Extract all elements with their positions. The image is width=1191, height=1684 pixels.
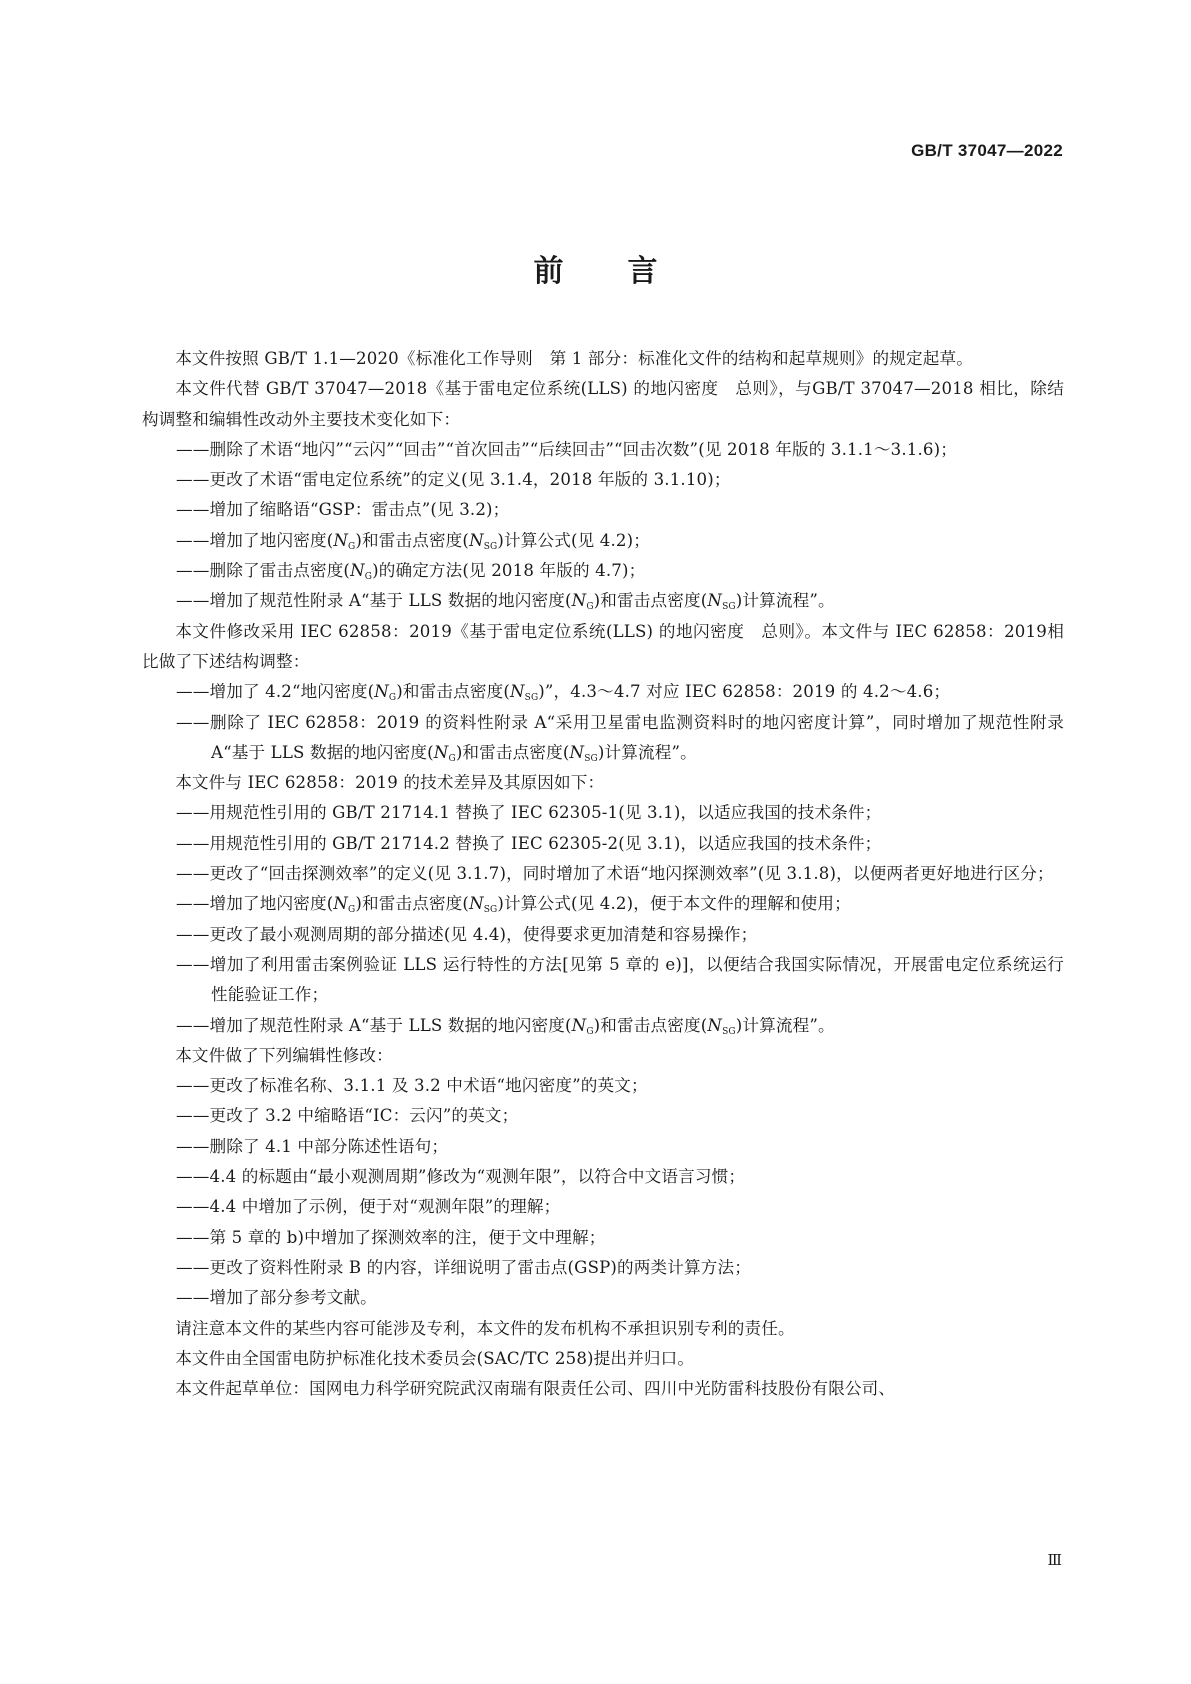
list-item-editorial-4: ——4.4 的标题由“最小观测周期”修改为“观测年限”，以符合中文语言习惯； (176, 1167, 746, 1187)
list-item-difference-2: ——用规范性引用的 GB/T 21714.2 替换了 IEC 62305-2(见 3.1)，以适应我国的技术条件； (176, 833, 882, 853)
list-item-structure-1: ——增加了 4.2“地闪密度$(N_G)$和雷击点密度$(N_{SG})$”，4.3～4.7 对应 IEC 62858：2019 的 4.2～4.6； (176, 682, 951, 704)
paragraph-replaces: 本文件代替 GB/T 37047—2018《基于雷电定位系统(LLS) 的地闪密度 总则》，与GB/T 37047—2018 相比，除结构调整和编辑性改动外主要技术变化如下： (142, 379, 1064, 429)
paragraph-drafting-units: 本文件起草单位：国网电力科学研究院武汉南瑞有限责任公司、四川中光防雷科技股份有限公司、 (175, 1379, 896, 1399)
list-item-editorial-8: ——增加了部分参考文献。 (176, 1288, 377, 1308)
paragraph-patent-notice: 请注意本文件的某些内容可能涉及专利，本文件的发布机构不承担识别专利的责任。 (175, 1318, 795, 1338)
list-item-editorial-7: ——更改了资料性附录 B 的内容，详细说明了雷击点(GSP)的两类计算方法； (176, 1257, 751, 1277)
list-item-difference-4: ——增加了地闪密度$(N_G)$和雷击点密度$(N_{SG})$计算公式(见 4.2)，便于本文件的理解和使用； (176, 894, 851, 916)
list-item-difference-7: ——增加了规范性附录 A“基于 LLS 数据的地闪密度$(N_G)$和雷击点密度$(N_{SG})$计算流程”。 (176, 1015, 835, 1037)
list-item-change-6: ——增加了规范性附录 A“基于 LLS 数据的地闪密度$(N_G)$和雷击点密度$(N_{SG})$计算流程”。 (176, 591, 835, 613)
list-item-change-3: ——增加了缩略语“GSP：雷击点”(见 3.2)； (176, 500, 510, 520)
paragraph-proposed-by: 本文件由全国雷电防护标准化技术委员会(SAC/TC 258)提出并归口。 (175, 1348, 695, 1368)
title-char-1: 前 (533, 254, 564, 289)
page-title (0, 246, 1191, 290)
preface-body (142, 344, 1064, 1404)
list-item-difference-5: ——更改了最小观测周期的部分描述(见 4.4)，使得要求更加清楚和容易操作； (176, 924, 758, 944)
list-item-editorial-6: ——第 5 章的 b)中增加了探测效率的注，便于文中理解； (176, 1227, 606, 1247)
list-item-difference-6: ——增加了利用雷击案例验证 LLS 运行特性的方法[见第 5 章的 e)]，以便结合我国实际情况，开展雷电定位系统运行性能验证工作； (176, 954, 1064, 1005)
list-item-editorial-5: ——4.4 中增加了示例，便于对“观测年限”的理解； (176, 1197, 561, 1217)
paragraph-modified-adoption: 本文件修改采用 IEC 62858：2019《基于雷电定位系统(LLS) 的地闪密度 总则》。本文件与 IEC 62858：2019相比做了下述结构调整： (142, 621, 1064, 671)
list-item-change-5: ——删除了雷击点密度$(N_G)$的确定方法(见 2018 年版的 4.7)； (176, 561, 646, 583)
list-item-editorial-3: ——删除了 4.1 中部分陈述性语句； (176, 1136, 449, 1156)
list-item-change-2: ——更改了术语“雷电定位系统”的定义(见 3.1.4，2018 年版的 3.1.10)； (176, 470, 731, 490)
list-item-structure-2: ——删除了 IEC 62858：2019 的资料性附录 A“采用卫星雷电监测资料时的地闪密度计算”，同时增加了规范性附录 A“基于 LLS 数据的地闪密度$(N_G)$和雷击点密度$(N_{SG})$计算流程”。 (176, 712, 1064, 764)
list-item-editorial-2: ——更改了 3.2 中缩略语“IC：云闪”的英文； (176, 1106, 519, 1126)
list-item-change-1: ——删除了术语“地闪”“云闪”“回击”“首次回击”“后续回击”“回击次数”(见 2018 年版的 3.1.1～3.1.6)； (176, 439, 957, 459)
list-item-difference-3: ——更改了“回击探测效率”的定义(见 3.1.7)，同时增加了术语“地闪探测效率”(见 3.1.8)，以便两者更好地进行区分； (176, 864, 1054, 884)
paragraph-drafting-rules: 本文件按照 GB/T 1.1—2020《标准化工作导则 第 1 部分：标准化文件的结构和起草规则》的规定起草。 (175, 349, 973, 368)
title-char-2: 言 (627, 254, 658, 289)
list-item-editorial-1: ——更改了标准名称、3.1.1 及 3.2 中术语“地闪密度”的英文； (176, 1076, 648, 1096)
list-item-change-4: ——增加了地闪密度$(N_G)$和雷击点密度$(N_{SG})$计算公式(见 4.2)； (176, 530, 650, 552)
page-number: Ⅲ (1047, 1551, 1062, 1569)
standard-code: GB/T 37047—2022 (911, 141, 1063, 160)
list-item-difference-1: ——用规范性引用的 GB/T 21714.1 替换了 IEC 62305-1(见 3.1)，以适应我国的技术条件； (176, 803, 882, 823)
paragraph-technical-differences: 本文件与 IEC 62858：2019 的技术差异及其原因如下： (175, 773, 605, 793)
paragraph-editorial-changes: 本文件做了下列编辑性修改： (175, 1045, 393, 1065)
